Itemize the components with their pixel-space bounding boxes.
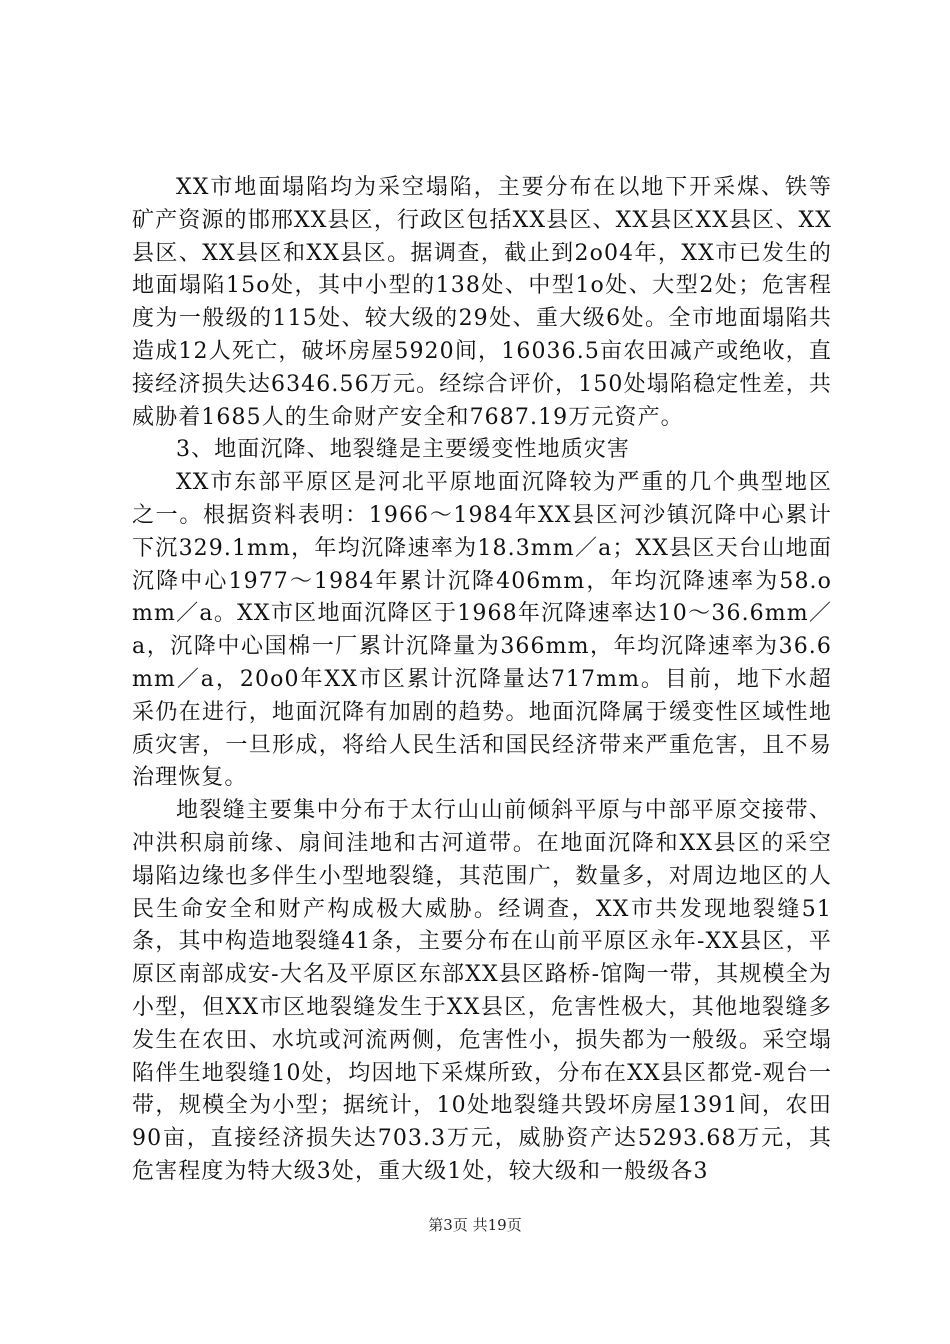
section-heading: 3、地面沉降、地裂缝是主要缓变性地质灾害	[176, 437, 630, 463]
paragraph-ground-fissures: 地裂缝主要集中分布于太行山山前倾斜平原与中部平原交接带、冲洪积扇前缘、扇间洼地和古河道带。在地面沉降和XX县区的采空塌陷边缘也多伴生小型地裂缝，其范围广，数量多，对周边地区的人民生命安全和财产构成极大威胁。经调查，XX市共发现地裂缝51条，其中构造地裂缝41条，主要分布在山前平原区永年-XX县区，平原区南部成安-大名及平原区东部XX县区路桥-馆陶一带，其规模全为小型，但XX市区地裂缝发生于XX县区，危害性极大，其他地裂缝多发生在农田、水坑或河流两侧，危害性小，损失都为一般级。采空塌陷伴生地裂缝10处，均因地下采煤所致，分布在XX县区都党-观台一带，规模全为小型；据统计，10处地裂缝共毁坏房屋1391间，农田90亩，直接经济损失达703.3万元，威胁资产达5293.68万元，其危害程度为特大级3处，重大级1处，较大级和一般级各3	[132, 798, 832, 1184]
paragraph-land-subsidence: XX市东部平原区是河北平原地面沉降较为严重的几个典型地区之一。根据资料表明：1966～1984年XX县区河沙镇沉降中心累计下沉329.1mm，年均沉降速率为18.3mm／a；XX县区天台山地面沉降中心1977～1984年累计沉降406mm，年均沉降速率为58.omm／a。XX市区地面沉降区于1968年沉降速率达10～36.6mm／a，沉降中心国棉一厂累计沉降量为366mm，年均沉降速率为36.6mm／a，20o0年XX市区累计沉降量达717mm。目前，地下水超采仍在进行，地面沉降有加剧的趋势。地面沉降属于缓变性区域性地质灾害，一旦形成，将给人民生活和国民经济带来严重危害，且不易治理恢复。	[132, 470, 832, 791]
paragraph-ground-collapse: XX市地面塌陷均为采空塌陷，主要分布在以地下开采煤、铁等矿产资源的邯邢XX县区，行政区包括XX县区、XX县区XX县区、XX县区、XX县区和XX县区。据调查，截止到2o04年，XX市已发生的地面塌陷15o处，其中小型的138处、中型1o处、大型2处；危害程度为一般级的115处、较大级的29处、重大级6处。全市地面塌陷共造成12人死亡，破坏房屋5920间，16036.5亩农田减产或绝收，直接经济损失达6346.56万元。经综合评价，150处塌陷稳定性差，共威胁着1685人的生命财产安全和7687.19万元资产。	[132, 175, 832, 430]
document-body	[132, 172, 832, 1189]
page-footer: 第3页 共19页	[428, 1216, 522, 1234]
